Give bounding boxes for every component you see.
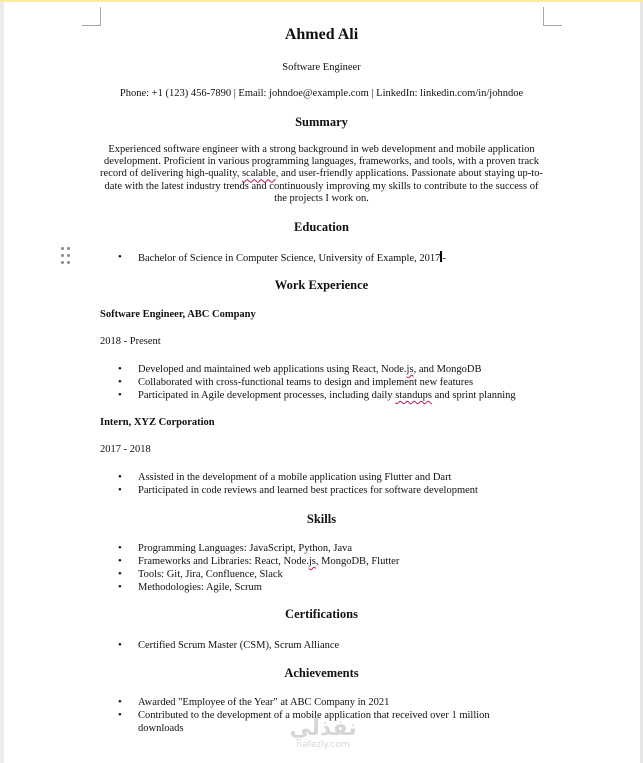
list-item: • Awarded "Employee of the Year" at ABC Company in 2021 (100, 696, 500, 709)
left-page-edge (0, 2, 4, 763)
work-experience-heading: Work Experience (274, 278, 369, 292)
skill-text: Programming Languages: JavaScript, Python, Java (138, 543, 353, 554)
trailing-char: - (442, 253, 446, 264)
skills-list (100, 542, 543, 594)
education-list (100, 251, 543, 265)
list-item (100, 389, 543, 402)
spellcheck-flagged-word[interactable]: standups (395, 390, 432, 401)
watermark-latin: nafezly.com (296, 740, 350, 750)
job-bullets (100, 363, 543, 402)
job-role: Intern, XYZ Corporation (100, 417, 215, 428)
contact-line: Phone: +1 (123) 456-7890 | Email: johndoe@example.com | LinkedIn: linkedin.com/in/johndoe (119, 88, 524, 99)
list-item: • Assisted in the development of a mobile application using Flutter and Dart (100, 471, 543, 484)
page-corner-mark-right (543, 7, 562, 26)
job-dates: 2017 - 2018 (100, 444, 151, 455)
spellcheck-flagged-word[interactable]: js (308, 556, 316, 567)
skill-text: Methodologies: Agile, Scrum (138, 582, 262, 593)
list-item (100, 568, 543, 581)
spellcheck-flagged-word[interactable]: js (406, 364, 414, 375)
certifications-list (100, 639, 543, 652)
spellcheck-flagged-word[interactable]: scalable (241, 168, 276, 180)
bullet-text: Participated in Agile development processes, including daily (138, 390, 396, 401)
summary-paragraph (98, 144, 545, 205)
list-item: • Participated in code reviews and learned best practices for software development (100, 484, 543, 497)
list-item: • Certified Scrum Master (CSM), Scrum Alliance (100, 639, 543, 652)
summary-text: , and user-friendly applications. Passionate about staying up-to-date with the latest industry trends and continuously improving my skills to contribute to the success of the projects I work on. (104, 168, 543, 204)
watermark (283, 718, 363, 750)
education-item-text: Bachelor of Science in Computer Science, University of Example, 2017 (138, 253, 441, 264)
skill-text: Frameworks and Libraries: React, Node. (138, 556, 309, 567)
page-corner-mark-left (82, 7, 101, 26)
list-item (100, 376, 543, 389)
certifications-heading: Certifications (285, 607, 358, 621)
skills-heading: Skills (306, 512, 337, 526)
skill-text: , MongoDB, Flutter (315, 556, 400, 567)
bullet-text: , and MongoDB (413, 364, 482, 375)
block-drag-handle-icon[interactable] (61, 247, 73, 267)
bullet-text: Developed and maintained web applications using React, Node. (138, 364, 407, 375)
resume-name: Ahmed Ali (284, 26, 359, 43)
list-item (100, 555, 543, 568)
bullet-text: and sprint planning (431, 390, 516, 401)
watermark-arabic: نفذلي (289, 716, 357, 741)
top-highlight-bar (0, 0, 643, 2)
list-item (100, 542, 543, 555)
list-item: • Contributed to the development of a mobile application that received over 1 million downloads (100, 709, 500, 735)
list-item (100, 251, 543, 265)
summary-text: Experienced software engineer with a strong background in web development and mobile application development. Proficient in various programming languages, frameworks, and tools, with a proven track record of delivering high-quality, (100, 144, 540, 180)
summary-heading: Summary (295, 115, 348, 129)
achievements-heading: Achievements (284, 666, 359, 680)
job-bullets (100, 471, 543, 497)
job-role: Software Engineer, ABC Company (100, 309, 256, 320)
job-dates: 2018 - Present (100, 336, 161, 347)
skill-text: Tools: Git, Jira, Confluence, Slack (138, 569, 283, 580)
education-heading: Education (294, 220, 349, 234)
list-item (100, 363, 543, 376)
list-item (100, 581, 543, 594)
bullet-text: Collaborated with cross-functional teams to design and implement new features (138, 377, 474, 388)
resume-title: Software Engineer (282, 62, 361, 73)
